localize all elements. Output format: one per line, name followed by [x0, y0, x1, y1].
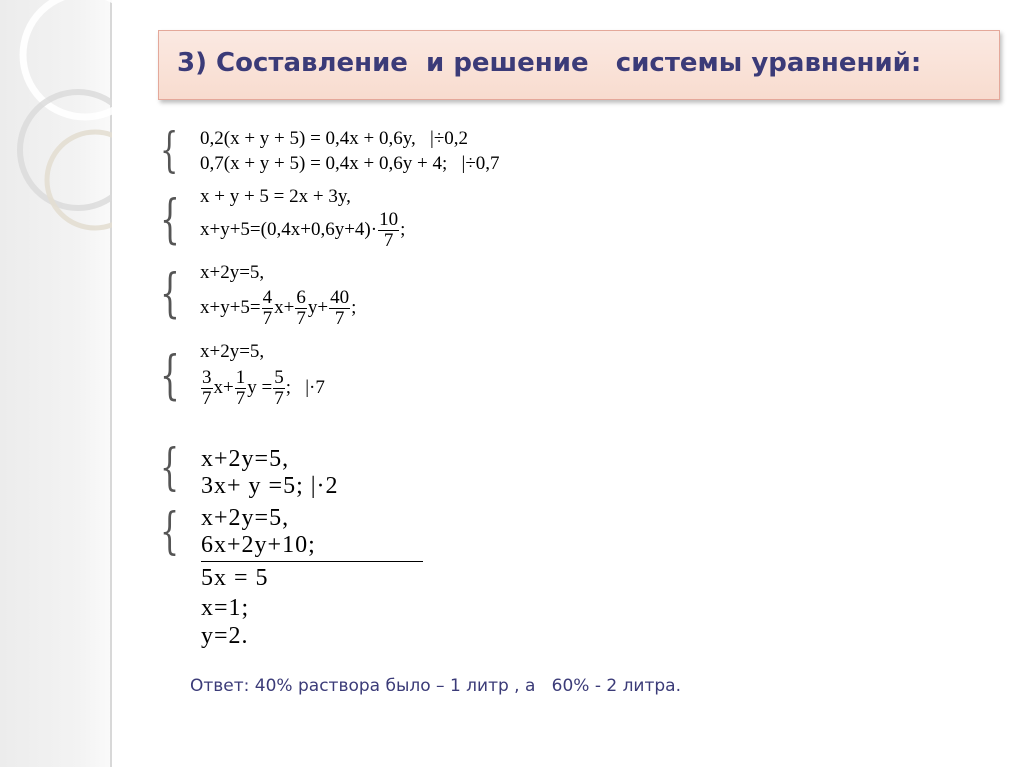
fraction-denominator: 7: [334, 307, 345, 329]
brace-system-2: {: [160, 190, 180, 250]
system-5-line-1: x+2y=5,: [201, 446, 290, 472]
system-6-line-2: 6x+2y+10;: [201, 532, 316, 558]
brace-system-5: {: [160, 438, 180, 496]
fraction-denominator: 7: [383, 229, 394, 251]
fraction-3-7: [201, 368, 213, 409]
expr-part: y =: [247, 376, 273, 398]
expr-part: ; |·7: [285, 376, 325, 398]
fraction-denominator: 7: [202, 387, 212, 409]
decorative-side-panel: [0, 0, 112, 767]
expr-part: x+y+5=: [200, 296, 261, 318]
fraction-numerator: 1: [235, 367, 246, 388]
fraction-numerator: 4: [262, 287, 273, 308]
system-1-line-2: 0,7(x + y + 5) = 0,4x + 0,6y + 4; |÷0,7: [200, 153, 500, 174]
fraction-denominator: 7: [296, 307, 306, 329]
fraction-10-7: [378, 210, 399, 251]
addition-line: [201, 561, 423, 562]
title-box: [158, 30, 1000, 100]
result-x: x=1;: [201, 595, 250, 621]
fraction-40-7: [329, 288, 350, 329]
fraction-denominator: 7: [262, 307, 273, 329]
fraction-numerator: 40: [330, 287, 350, 308]
brace-system-1: {: [160, 122, 179, 178]
result-5x: 5x = 5: [201, 565, 269, 591]
brace-system-3: {: [160, 264, 180, 324]
slide-title: 3) Составление и решение системы уравнений:: [177, 48, 922, 78]
fraction-5-7: [273, 368, 285, 409]
system-6-line-1: x+2y=5,: [201, 505, 290, 531]
result-y: y=2.: [201, 623, 249, 649]
system-5-line-2: 3x+ y =5; |·2: [201, 473, 339, 499]
expr-part: ;: [351, 296, 357, 318]
system-4-line-1: x+2y=5,: [200, 341, 265, 362]
answer-text: Ответ: 40% раствора было – 1 литр , а 60% - 2 литра.: [190, 676, 681, 696]
fraction-denominator: 7: [235, 387, 246, 409]
decorative-rings: [0, 0, 112, 260]
fraction-6-7: [295, 288, 307, 329]
fraction-numerator: 6: [296, 287, 306, 308]
fraction-numerator: 3: [202, 367, 212, 388]
system-2-line-2-prefix: x+y+5=(0,4x+0,6y+4)·: [200, 218, 378, 240]
system-3-line-1: x+2y=5,: [200, 262, 265, 283]
system-1-line-1: 0,2(x + y + 5) = 0,4x + 0,6y, |÷0,2: [200, 128, 469, 149]
fraction-1-7: [235, 368, 247, 409]
expr-part: x+: [274, 296, 295, 318]
fraction-4-7: [262, 288, 274, 329]
brace-system-6: {: [160, 502, 180, 560]
system-2-line-2: [200, 210, 405, 251]
system-4-line-2: [200, 368, 325, 409]
expr-part: y+: [307, 296, 329, 318]
system-2-line-2-suffix: ;: [400, 218, 406, 240]
fraction-numerator: 5: [274, 367, 284, 388]
expr-part: x+: [213, 376, 234, 398]
brace-system-4: {: [160, 346, 180, 406]
system-2-line-1: x + y + 5 = 2x + 3y,: [200, 186, 351, 207]
system-3-line-2: [200, 288, 356, 329]
fraction-numerator: 10: [379, 209, 399, 230]
fraction-denominator: 7: [274, 387, 284, 409]
